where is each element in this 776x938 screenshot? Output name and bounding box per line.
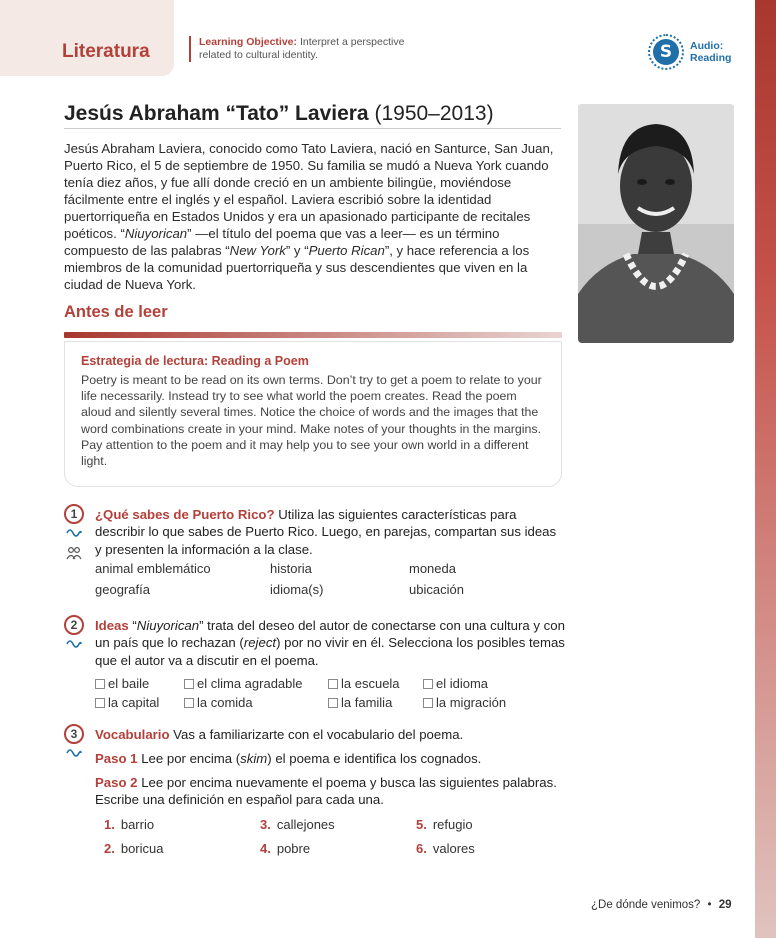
activity-instructions: Ideas “Niuyorican” trata del deseo del autor de conectarse con una cultura y con un país que lo rechazan (reject) por no vivir en él. Selecciona los posibles temas que el autor va a discutir en el poema. <box>95 618 565 668</box>
paso-2: Paso 2 Lee por encima nuevamente el poema y busca las siguientes palabras. Escribe una definición en español para cada una. <box>95 775 557 808</box>
topic-options-row-1 <box>95 676 488 691</box>
vocab-row-2 <box>104 841 475 856</box>
audio-reading-button[interactable] <box>648 34 731 70</box>
vocab-item: 6. valores <box>416 841 475 856</box>
word-item: historia <box>270 561 312 576</box>
word-item: ubicación <box>409 582 464 597</box>
vocab-item: 4. pobre <box>260 841 311 856</box>
page-title <box>64 102 494 126</box>
topic-checkbox[interactable]: el baile <box>95 676 184 691</box>
page-footer <box>591 899 732 911</box>
page-number: 29 <box>718 899 732 911</box>
characteristics-row-2 <box>95 582 464 597</box>
before-reading-rule <box>64 332 562 338</box>
chapter-title: ¿De dónde venimos? <box>591 899 701 911</box>
audio-icon[interactable]: S <box>648 34 684 70</box>
title-divider <box>64 128 561 129</box>
section-tab <box>0 0 174 76</box>
objective-label: Learning Objective: <box>199 36 298 48</box>
characteristics-row-1 <box>95 561 456 576</box>
author-name: Jesús Abraham “Tato” Laviera <box>64 102 369 125</box>
vocab-item: 1. barrio <box>104 817 155 832</box>
paso-1: Paso 1 Lee por encima (skim) el poema e identifica los cognados. <box>95 751 482 766</box>
activity-instructions: ¿Qué sabes de Puerto Rico? Utiliza las siguientes características para describir lo que sabes de Puerto Rico. Luego, en parejas, compartan sus ideas y presenten la información a la clase. <box>95 507 557 557</box>
vocab-row-1 <box>104 817 473 832</box>
vocab-item: 5. refugio <box>416 817 473 832</box>
topic-options-row-2 <box>95 695 506 710</box>
activity-3 <box>64 724 564 814</box>
section-label: Literatura <box>62 41 150 62</box>
topic-checkbox[interactable]: la familia <box>328 695 423 710</box>
author-years: (1950–2013) <box>374 102 494 125</box>
activity-number: 1 <box>64 504 84 524</box>
writing-icon <box>64 527 84 542</box>
word-item: moneda <box>409 561 456 576</box>
learning-objective <box>189 36 419 62</box>
objective-text: Interpret a perspective related to cultural identity. <box>199 36 405 61</box>
topic-checkbox[interactable]: la migración <box>423 695 506 710</box>
activity-number: 2 <box>64 615 84 635</box>
author-biography: Jesús Abraham Laviera, conocido como Tato Laviera, nació en Santurce, San Juan, Puerto Rico, el 5 de septiembre de 1950. Su familia se mudó a Nueva York cuando tenía diez años, y fue allí donde creció en un ambiente bilingüe, moviéndose fácilmente entre el inglés y el español. Laviera escribió sobre la identidad puertorriqueña en Estados Unidos y era un apasionado participante de recitales poéticos. “Niuyorican” —el título del poema que vas a leer— es un término compuesto de las palabras “New York” y “Puerto Rican”, y hace referencia a los miembros de la comunidad puertorriqueña y sus descendientes que viven en la ciudad de Nueva York. <box>64 141 554 292</box>
activity-number: 3 <box>64 724 84 744</box>
word-item: animal emblemático <box>95 561 211 576</box>
reading-strategy-box <box>64 341 562 487</box>
topic-checkbox[interactable]: el clima agradable <box>184 676 328 691</box>
topic-checkbox[interactable]: la capital <box>95 695 184 710</box>
topic-checkbox[interactable]: el idioma <box>423 676 488 691</box>
pair-work-icon <box>64 546 84 563</box>
strategy-title: Estrategia de lectura: Reading a Poem <box>81 354 309 368</box>
vocab-item: 2. boricua <box>104 841 164 856</box>
before-reading-heading: Antes de leer <box>64 303 168 321</box>
audio-label: Audio: Reading <box>690 40 732 64</box>
word-item: idioma(s) <box>270 582 324 597</box>
vocab-item: 3. callejones <box>260 817 335 832</box>
word-item: geografía <box>95 582 150 597</box>
activity-instructions: Vocabulario Vas a familiarizarte con el vocabulario del poema. <box>95 727 464 742</box>
writing-icon <box>64 747 84 762</box>
footer-bullet: • <box>707 899 712 911</box>
activity-2 <box>64 615 564 675</box>
writing-icon <box>64 638 84 653</box>
topic-checkbox[interactable]: la comida <box>184 695 328 710</box>
author-portrait <box>578 104 734 343</box>
page-edge-bar <box>755 0 776 938</box>
topic-checkbox[interactable]: la escuela <box>328 676 423 691</box>
strategy-text: Poetry is meant to be read on its own terms. Don’t try to get a poem to relate to your life necessarily. Instead try to see what world the poem creates. Read the poem aloud and silently several times. Notice the choice of words and the images that the word combinations create in your mind. Make notes of your thoughts in the margins. Pay attention to the poem and it may help you to see your own world in a different light. <box>81 373 542 469</box>
